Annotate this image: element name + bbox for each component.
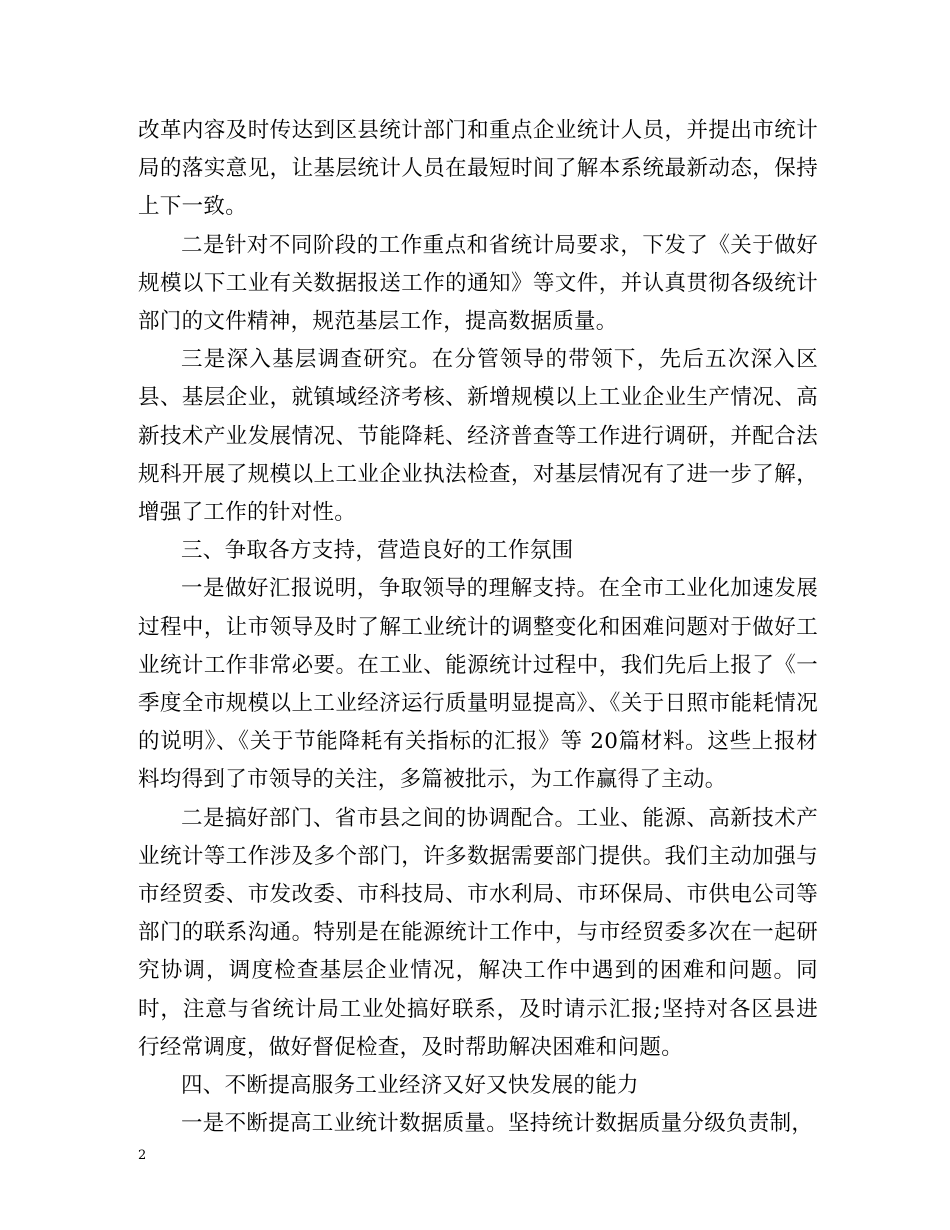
paragraph-continuation: 改革内容及时传达到区县统计部门和重点企业统计人员，并提出市统计局的落实意见，让基层统计人员在最短时间了解本系统最新动态，保持上下一致。 [138, 118, 818, 220]
paragraph: 二是搞好部门、省市县之间的协调配合。工业、能源、高新技术产业统计等工作涉及多个部门，许多数据需要部门提供。我们主动加强与市经贸委、市发改委、市科技局、市水利局、市环保局、市供电公司等部门的联系沟通。特别是在能源统计工作中，与市经贸委多次在一起研究协调，调度检查基层企业情况，解决工作中遇到的困难和问题。同时，注意与省统计局工业处搞好联系，及时请示汇报;坚持对各区县进行经常调度，做好督促检查，及时帮助解决困难和问题。 [138, 805, 818, 1060]
paragraph: 一是做好汇报说明，争取领导的理解支持。在全市工业化加速发展过程中，让市领导及时了解工业统计的调整变化和困难问题对于做好工业统计工作非常必要。在工业、能源统计过程中，我们先后上报了《一季度全市规模以上工业经济运行质量明显提高》、《关于日照市能耗情况的说明》、《关于节能降耗有关指标的汇报》等 20篇材料。这些上报材料均得到了市领导的关注，多篇被批示，为工作赢得了主动。 [138, 576, 818, 793]
section-heading: 四、不断提高服务工业经济又好又快发展的能力 [181, 1073, 639, 1099]
paragraph: 三是深入基层调查研究。在分管领导的带领下，先后五次深入区县、基层企业，就镇域经济考核、新增规模以上工业企业生产情况、高新技术产业发展情况、节能降耗、经济普查等工作进行调研，并配合法规科开展了规模以上工业企业执法检查，对基层情况有了进一步了解，增强了工作的针对性。 [138, 347, 818, 526]
section-heading: 三、争取各方支持，营造良好的工作氛围 [181, 538, 574, 564]
paragraph: 二是针对不同阶段的工作重点和省统计局要求，下发了《关于做好规模以下工业有关数据报送工作的通知》等文件，并认真贯彻各级统计部门的文件精神，规范基层工作，提高数据质量。 [138, 232, 818, 335]
paragraph: 一是不断提高工业统计数据质量。坚持统计数据质量分级负责制， [181, 1111, 814, 1137]
document-body [138, 112, 818, 1143]
page-number: 2 [138, 1148, 147, 1163]
